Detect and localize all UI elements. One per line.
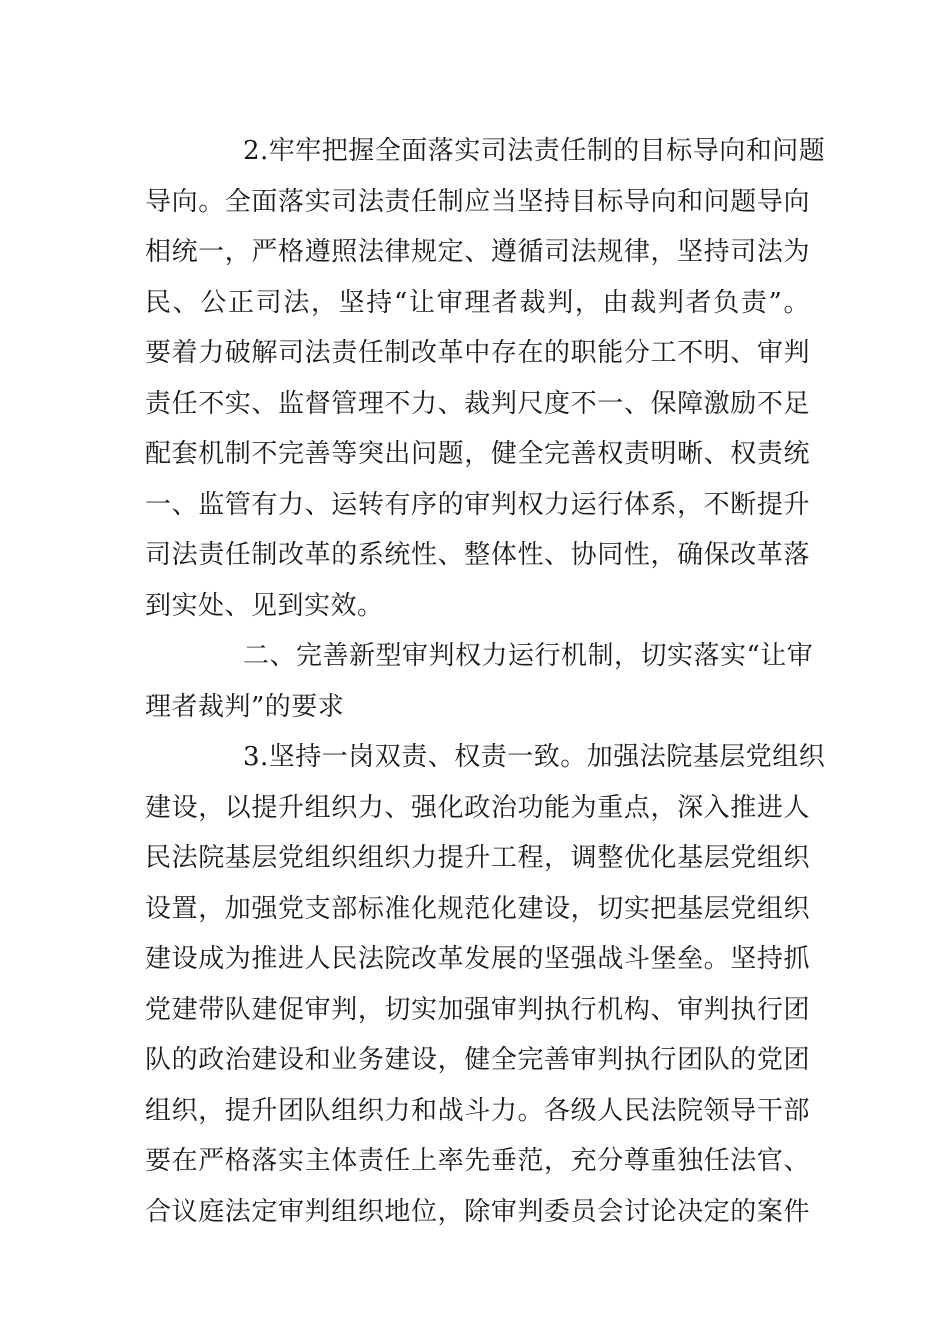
paragraph-2-line: 司法责任制改革的系统性、整体性、协同性，确保改革落 (145, 540, 810, 570)
paragraph-2-line: 相统一，严格遵照法律规定、遵循司法规律，坚持司法为 (145, 237, 810, 267)
paragraph-3-line: 要在严格落实主体责任上率先垂范，充分尊重独任法官、 (145, 1146, 810, 1176)
paragraph-3-line: 合议庭法定审判组织地位，除审判委员会讨论决定的案件 (145, 1197, 810, 1227)
paragraph-3-line: 队的政治建设和业务建设，健全完善审判执行团队的党团 (145, 1045, 810, 1075)
paragraph-3-line: 建设成为推进人民法院改革发展的坚强战斗堡垒。坚持抓 (145, 944, 810, 974)
paragraph-2-line: 要着力破解司法责任制改革中存在的职能分工不明、审判 (145, 338, 810, 368)
paragraph-2-line: 到实处、见到实效。 (145, 591, 384, 621)
paragraph-3-line: 组织，提升团队组织力和战斗力。各级人民法院领导干部 (145, 1096, 810, 1126)
paragraph-2-line: 2.牢牢把握全面落实司法责任制的目标导向和问题 (243, 136, 826, 166)
paragraph-2-line: 民、公正司法，坚持“让审理者裁判，由裁判者负责”。 (145, 288, 810, 318)
paragraph-2-line: 一、监管有力、运转有序的审判权力运行体系，不断提升 (145, 490, 810, 520)
paragraph-2-line: 责任不实、监督管理不力、裁判尺度不一、保障激励不足 (145, 389, 810, 419)
paragraph-2-line: 配套机制不完善等突出问题，健全完善权责明晰、权责统 (145, 439, 810, 469)
paragraph-3-line: 建设，以提升组织力、强化政治功能为重点，深入推进人 (145, 793, 810, 823)
paragraph-3-line: 3.坚持一岗双责、权责一致。加强法院基层党组织 (243, 742, 826, 772)
paragraph-3-line: 设置，加强党支部标准化规范化建设，切实把基层党组织 (145, 894, 810, 924)
section-heading-line: 二、完善新型审判权力运行机制，切实落实“让审 (243, 641, 814, 671)
section-heading-line: 理者裁判”的要求 (145, 692, 345, 722)
paragraph-2-line: 导向。全面落实司法责任制应当坚持目标导向和问题导向 (145, 187, 810, 217)
paragraph-3-line: 党建带队建促审判，切实加强审判执行机构、审判执行团 (145, 995, 810, 1025)
paragraph-3-line: 民法院基层党组织组织力提升工程，调整优化基层党组织 (145, 843, 810, 873)
